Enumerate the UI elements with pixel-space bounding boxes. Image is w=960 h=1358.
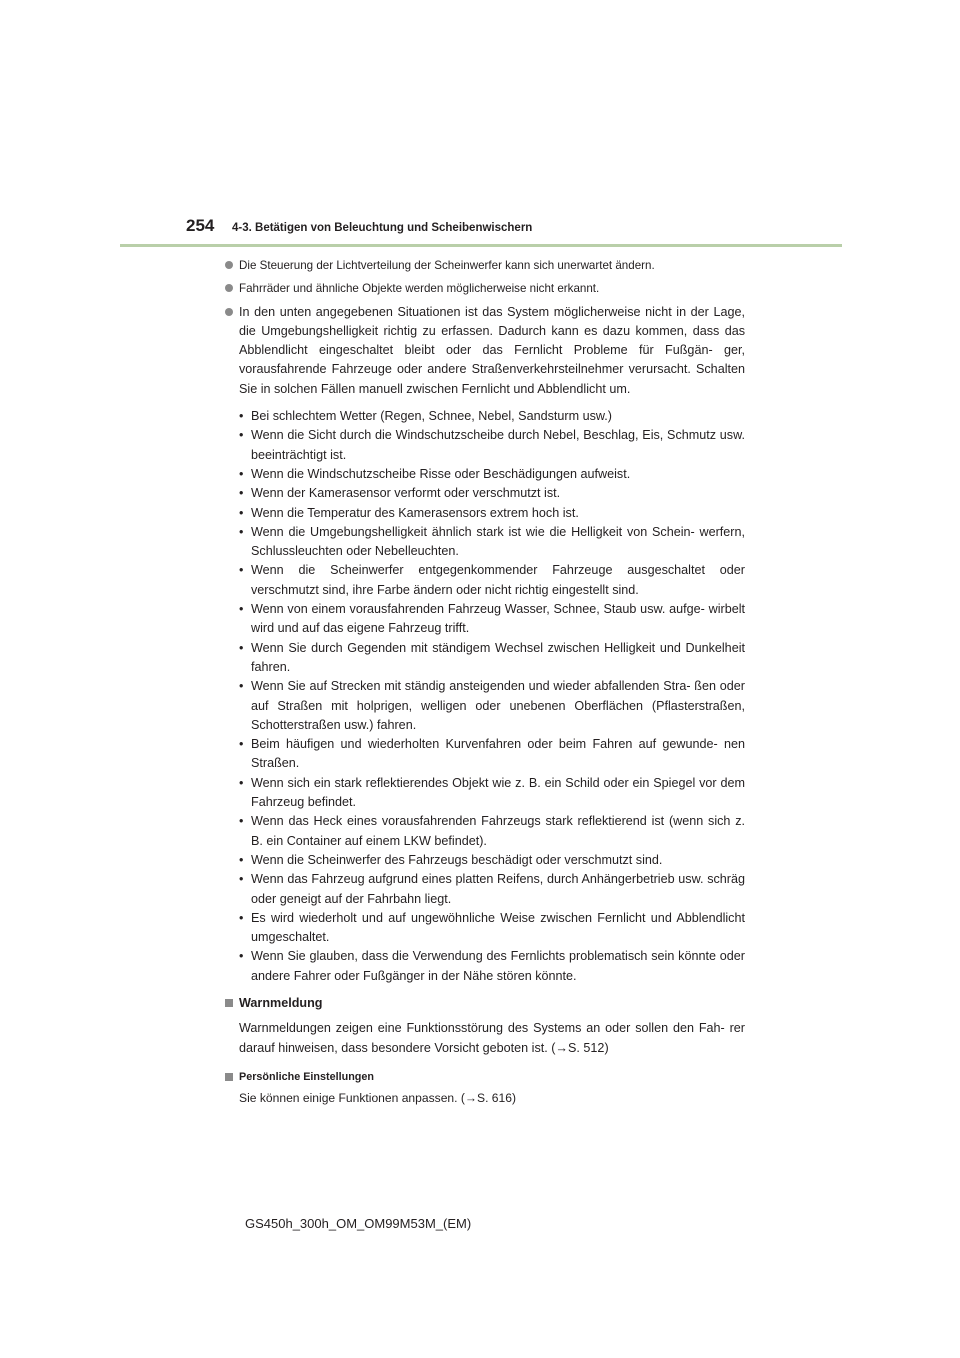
dot-icon: • bbox=[239, 775, 244, 790]
round-bullet-icon bbox=[225, 284, 233, 292]
situation-item: • Wenn Sie glauben, dass die Verwendung des Fernlichts problematisch sein könnte oder andere Fahrer oder Fußgänger in der Nähe stören könnte. bbox=[239, 949, 745, 983]
bullet-item bbox=[225, 256, 745, 275]
bullet-text: In den unten angegebenen Situationen ist das System möglicherweise nicht in der Lage, die Umgebungshelligkeit richtig zu erfassen. Dadurch kann es dazu kommen, dass das Abblendlicht eingeschaltet bleibt oder das Fernlicht Probleme für Fußgän- ger, vorausfahrende Fahrzeuge oder andere Straßenverkehrsteilnehmer verursacht. Schalten Sie in solchen Fällen manuell zwischen Fernlicht und Abblendlicht um. bbox=[239, 304, 745, 396]
situation-item: • Wenn Sie durch Gegenden mit ständigem Wechsel zwischen Helligkeit und Dunkelheit fahren. bbox=[239, 640, 745, 674]
situation-item: • Wenn die Temperatur des Kamerasensors extrem hoch ist. bbox=[239, 504, 745, 523]
situation-item: • Wenn von einem vorausfahrenden Fahrzeug Wasser, Schnee, Staub usw. aufge- wirbelt wird und auf das eigene Fahrzeug trifft. bbox=[239, 602, 745, 636]
dot-icon: • bbox=[239, 679, 244, 694]
einstellungen-text: Sie können einige Funktionen anpassen. (→S. 616) bbox=[239, 1091, 516, 1106]
situation-item: • Wenn die Windschutzscheibe Risse oder Beschädigungen aufweist. bbox=[239, 465, 745, 484]
dot-icon: • bbox=[239, 852, 244, 867]
bullet-item bbox=[225, 303, 745, 399]
dot-icon: • bbox=[239, 409, 244, 424]
situation-item: • Bei schlechtem Wetter (Regen, Schnee, Nebel, Sandsturm usw.) bbox=[239, 407, 745, 426]
round-bullet-icon bbox=[225, 308, 233, 316]
dot-icon: • bbox=[239, 524, 244, 539]
dot-icon: • bbox=[239, 428, 244, 443]
section-heading-einstellungen: Persönliche Einstellungen bbox=[225, 1068, 745, 1087]
dot-icon: • bbox=[239, 814, 244, 829]
situation-item: • Wenn sich ein stark reflektierendes Objekt wie z. B. ein Schild oder ein Spiegel vor dem Fahrzeug befindet. bbox=[239, 775, 745, 810]
section-heading-warnmeldung: Warnmeldung bbox=[225, 994, 745, 1013]
dot-icon: • bbox=[239, 563, 244, 578]
bullet-item bbox=[225, 279, 745, 298]
square-bullet-icon bbox=[225, 1073, 233, 1081]
bullet-text: Die Steuerung der Lichtverteilung der Scheinwerfer kann sich unerwartet ändern. bbox=[239, 259, 655, 272]
situation-item: • Wenn die Sicht durch die Windschutzscheibe durch Nebel, Beschlag, Eis, Schmutz usw. beeinträchtigt ist. bbox=[239, 428, 745, 462]
header-divider bbox=[120, 244, 842, 247]
situation-item: • Wenn Sie auf Strecken mit ständig ansteigenden und wieder abfallenden Stra- ßen oder auf Straßen mit holprigen, welligen oder unebenen Oberflächen (Pflasterstraßen, Schotterstraßen usw.) fahren. bbox=[239, 679, 745, 732]
dot-icon: • bbox=[239, 466, 244, 481]
main-content bbox=[225, 256, 745, 1108]
section-title: 4-3. Betätigen von Beleuchtung und Scheibenwischern bbox=[232, 222, 533, 234]
situation-list bbox=[225, 407, 745, 986]
bullet-text: Fahrräder und ähnliche Objekte werden möglicherweise nicht erkannt. bbox=[239, 282, 600, 296]
situation-item: • Wenn die Scheinwerfer des Fahrzeugs beschädigt oder verschmutzt sind. bbox=[239, 851, 745, 870]
situation-item: • Wenn der Kamerasensor verformt oder verschmutzt ist. bbox=[239, 484, 745, 503]
dot-icon: • bbox=[239, 505, 244, 520]
page-header bbox=[186, 216, 746, 240]
square-bullet-icon bbox=[225, 999, 233, 1007]
situation-item: • Wenn die Scheinwerfer entgegenkommender Fahrzeuge ausgeschaltet oder verschmutzt sind, ihre Farbe ändern oder nicht richtig eingestellt sind. bbox=[239, 563, 745, 597]
dot-icon: • bbox=[239, 872, 244, 887]
situation-item: • Beim häufigen und wiederholten Kurvenfahren oder beim Fahren auf gewunde- nen Straßen. bbox=[239, 737, 745, 771]
footer-code: GS450h_300h_OM_OM99M53M_(EM) bbox=[245, 1216, 472, 1231]
situation-item: • Es wird wiederholt und auf ungewöhnliche Weise zwischen Fernlicht und Abblendlicht umgeschaltet. bbox=[239, 910, 745, 945]
situation-item: • Wenn die Umgebungshelligkeit ähnlich stark ist wie die Helligkeit von Schein- werfern, Schlussleuchten oder Nebelleuchten. bbox=[239, 524, 745, 559]
dot-icon: • bbox=[239, 910, 244, 925]
round-bullet-icon bbox=[225, 261, 233, 269]
dot-icon: • bbox=[239, 602, 244, 617]
situation-item: • Wenn das Fahrzeug aufgrund eines platten Reifens, durch Anhängerbetrieb usw. schräg oder geneigt auf der Fahrbahn liegt. bbox=[239, 872, 745, 906]
warnmeldung-text: Warnmeldungen zeigen eine Funktionsstörung des Systems an oder sollen den Fah- rer darauf hinweisen, dass besondere Vorsicht geboten ist. (→S. 512) bbox=[239, 1021, 745, 1055]
dot-icon: • bbox=[239, 640, 244, 655]
dot-icon: • bbox=[239, 737, 244, 752]
situation-item: • Wenn das Heck eines vorausfahrenden Fahrzeugs stark reflektierend ist (wenn sich z. B. ein Container auf einem LKW befindet). bbox=[239, 814, 745, 848]
page-number: 254 bbox=[186, 216, 215, 235]
dot-icon: • bbox=[239, 949, 244, 964]
dot-icon: • bbox=[239, 486, 244, 501]
